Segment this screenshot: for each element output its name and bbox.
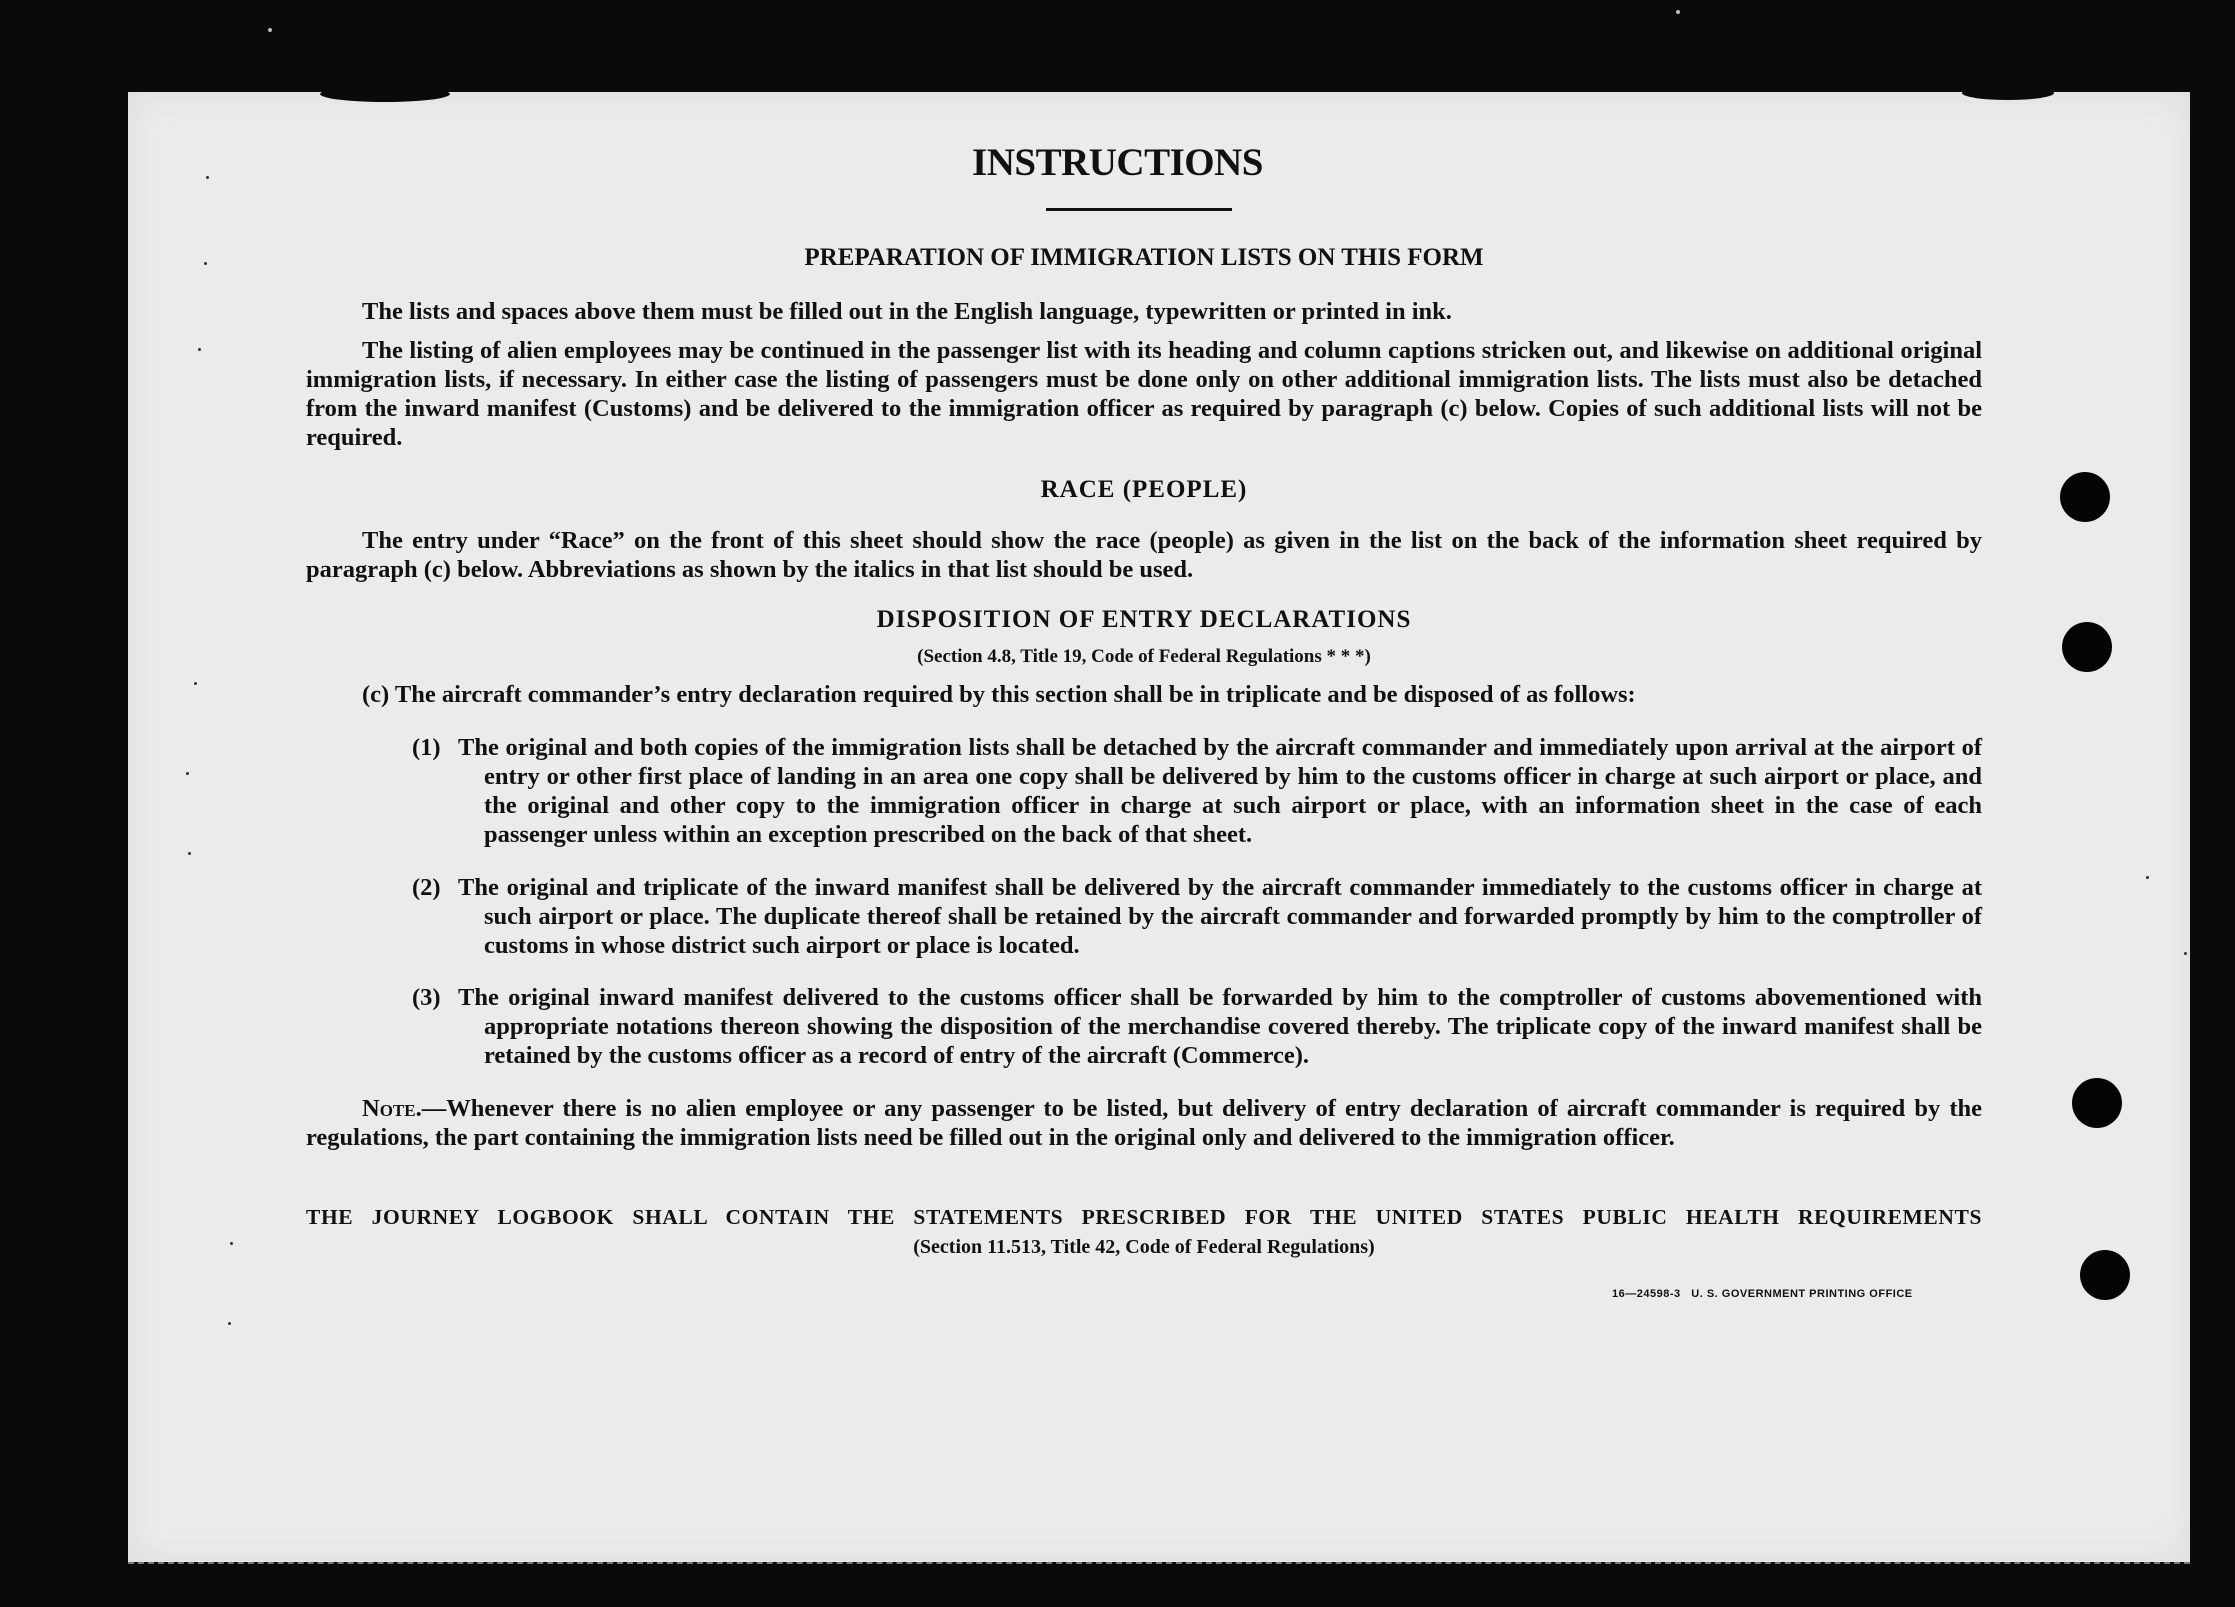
- paper-speck: [204, 262, 207, 265]
- item-text: The original and both copies of the immigration lists shall be detached by the aircraft commander and immediately upon arrival at the airport of entry or other first place of landing in an area one copy shall be delivered by him to the customs officer in charge at such airport or place, and the original and other copy to the immigration officer in charge at such airport or place, with an information sheet in the case of each passenger unless within an exception prescribed on the back of that sheet.: [458, 734, 1982, 848]
- printing-office-imprint: [1612, 1288, 1913, 1300]
- paper-speck: [186, 772, 189, 775]
- paper-speck: [228, 1322, 231, 1325]
- note-label: Note.: [362, 1095, 422, 1122]
- disposition-intro: (c) The aircraft commander’s entry declaration required by this section shall be in triplicate and be disposed of as follows:: [362, 681, 1636, 708]
- paper-speck: [2146, 876, 2149, 879]
- note-text: —Whenever there is no alien employee or any passenger to be listed, but delivery of entry declaration of aircraft commander is required by the regulations, the part containing the immigration lists need be filled out in the original only and delivered to the immigration officer.: [306, 1095, 1982, 1151]
- paper-speck: [230, 1242, 233, 1245]
- document-title: INSTRUCTIONS: [972, 141, 1263, 184]
- item-number: (1): [412, 734, 441, 761]
- print-code: 16—24598-3: [1612, 1288, 1681, 1300]
- dust-speck: [1676, 10, 1680, 14]
- torn-edge-mark: [320, 86, 450, 102]
- paper-speck: [198, 348, 201, 351]
- disposition-item-1: [412, 733, 1982, 849]
- disposition-item-2: [412, 873, 1982, 960]
- paper-speck: [194, 682, 197, 685]
- paragraph-language: The lists and spaces above them must be filled out in the English language, typewritten or printed in ink.: [362, 298, 1452, 325]
- paper-speck: [2184, 952, 2187, 955]
- paragraph-race: The entry under “Race” on the front of this sheet should show the race (people) as given in the list on the back of the information sheet required by paragraph (c) below. Abbreviations as shown by the italics in that list should be used.: [306, 527, 1982, 583]
- health-requirements-line: THE JOURNEY LOGBOOK SHALL CONTAIN THE STATEMENTS PRESCRIBED FOR THE UNITED STATES PUBLIC HEALTH REQUIREMENTS: [306, 1205, 1982, 1229]
- section-heading-preparation: PREPARATION OF IMMIGRATION LISTS ON THIS FORM: [804, 244, 1484, 271]
- note-paragraph: [306, 1094, 1982, 1152]
- sheet-bottom-edge: [128, 1552, 2190, 1564]
- binder-hole: [2060, 472, 2110, 522]
- torn-edge-mark: [1962, 86, 2054, 100]
- item-text: The original inward manifest delivered to the customs officer shall be forwarded by him to the comptroller of customs abovementioned with appropriate notations thereon showing the disposition of the merchandise covered thereby. The triplicate copy of the inward manifest shall be retained by the customs officer as a record of entry of the aircraft (Commerce).: [458, 984, 1982, 1069]
- health-citation: (Section 11.513, Title 42, Code of Federal Regulations): [913, 1236, 1375, 1258]
- dust-speck: [268, 28, 272, 32]
- item-number: (2): [412, 874, 441, 901]
- section-heading-race: RACE (PEOPLE): [1040, 476, 1248, 503]
- item-number: (3): [412, 984, 441, 1011]
- paper-speck: [188, 852, 191, 855]
- paragraph-alien-employees: The listing of alien employees may be continued in the passenger list with its heading and column captions stricken out, and likewise on additional original immigration lists, if necessary. In either case the listing of passengers must be done only on other additional immigration lists. The lists must also be detached from the inward manifest (Customs) and be delivered to the immigration officer as required by paragraph (c) below. Copies of such additional lists will not be required.: [306, 337, 1982, 451]
- binder-hole: [2072, 1078, 2122, 1128]
- title-underline: [1046, 208, 1232, 211]
- binder-hole: [2062, 622, 2112, 672]
- disposition-item-3: [412, 983, 1982, 1070]
- item-text: The original and triplicate of the inward manifest shall be delivered by the aircraft commander immediately to the customs officer in charge at such airport or place. The duplicate thereof shall be retained by the aircraft commander and forwarded promptly by him to the comptroller of customs in whose district such airport or place is located.: [458, 874, 1982, 959]
- section-heading-disposition: DISPOSITION OF ENTRY DECLARATIONS: [876, 606, 1412, 633]
- binder-hole: [2080, 1250, 2130, 1300]
- printer-name: U. S. GOVERNMENT PRINTING OFFICE: [1691, 1288, 1913, 1300]
- disposition-citation: (Section 4.8, Title 19, Code of Federal Regulations * * *): [917, 646, 1371, 667]
